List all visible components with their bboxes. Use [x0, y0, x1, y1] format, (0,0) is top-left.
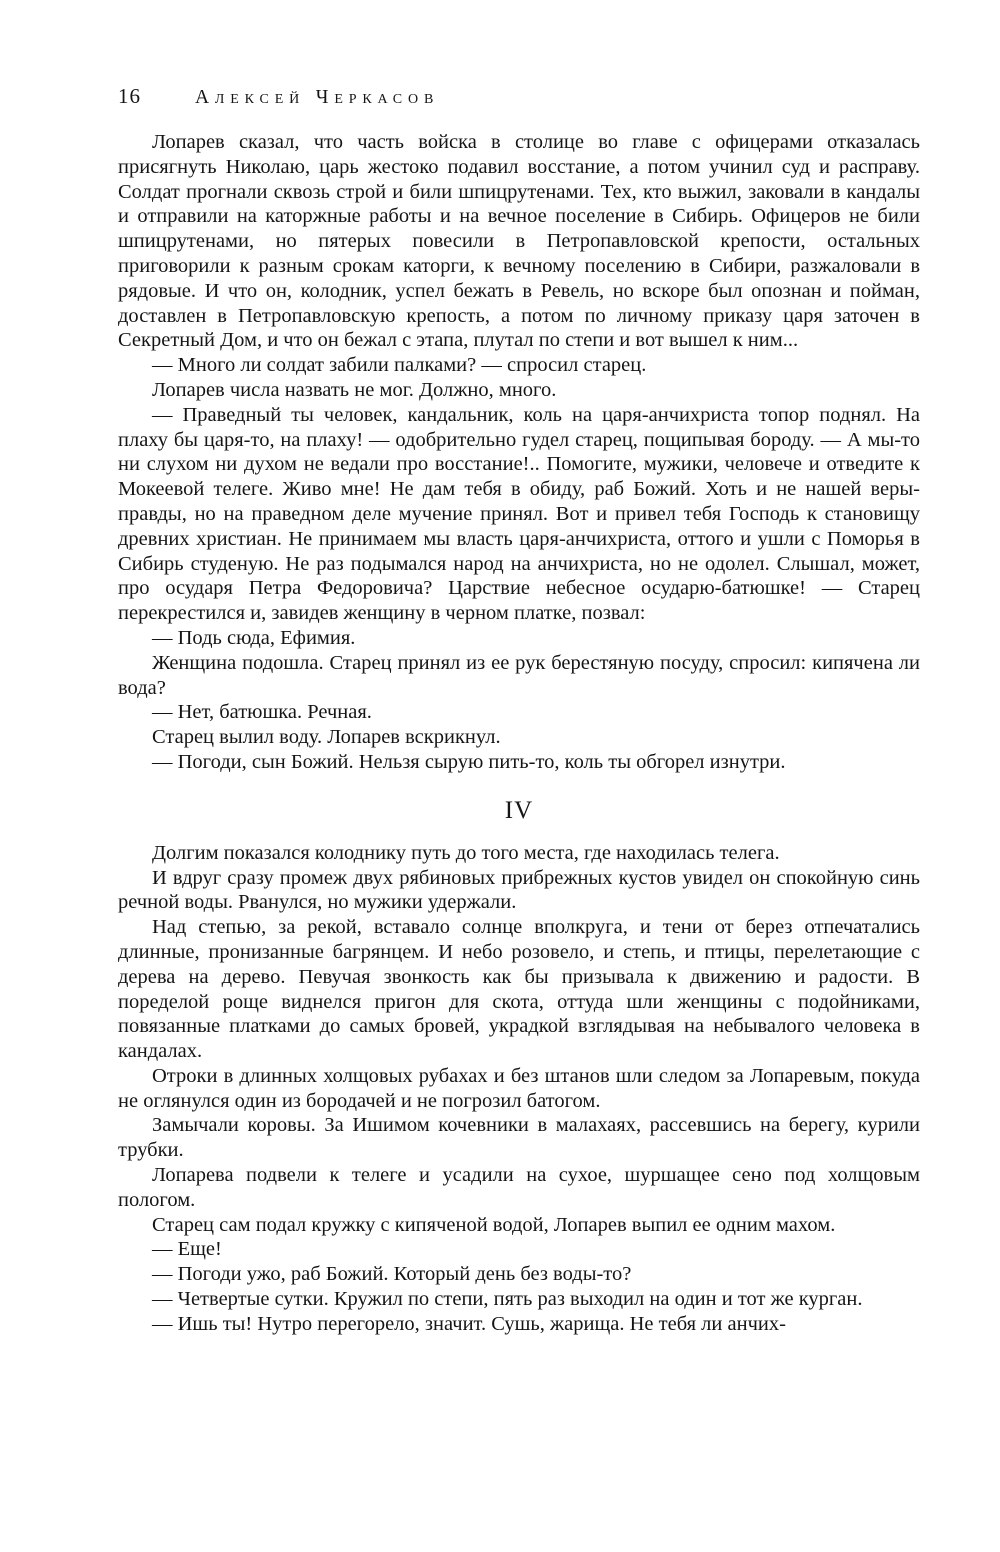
- paragraph: Женщина подошла. Старец принял из ее рук берестяную посуду, спросил: кипячена ли вода?: [118, 651, 920, 699]
- paragraph: — Много ли солдат забили палками? — спросил старец.: [152, 354, 647, 377]
- paragraph: Замычали коровы. За Ишимом кочевники в малахаях, рассевшись на берегу, курили трубки.: [118, 1114, 920, 1162]
- paragraph: — Ишь ты! Нутро перегорело, значит. Сушь, жарища. Не тебя ли анчих-: [152, 1312, 786, 1335]
- paragraph: — Погоди ужо, раб Божий. Который день без воды-то?: [152, 1263, 632, 1286]
- paragraph: Отроки в длинных холщовых рубахах и без штанов шли следом за Лопаревым, покуда не оглянулся один из бородачей и не погрозил батогом.: [118, 1064, 920, 1112]
- paragraph: Лопарев сказал, что часть войска в столице во главе с офицерами отказалась присягнуть Николаю, царь жестоко подавил восстание, а потом учинил суд и расправу. Солдат прогнали сквозь строй и били шпицрутенами. Тех, кто выжил, заковали в кандалы и отправили на каторжные работы и на вечное поселение в Сибирь. Офицеров не били шпицрутенами, но пятерых повесили в Петропавловской крепости, остальных приговорили к разным срокам каторги, к вечному поселению в Сибири, разжаловали в рядовые. И что он, колодник, успел бежать в Ревель, но вскоре был опознан и пойман, доставлен в Петропавловскую крепость, а потом по личному приказу царя заточен в Секретный Дом, и что он бежал с этапа, плутал по степи и вот вышел к ним...: [118, 131, 920, 352]
- section-heading: IV: [504, 796, 534, 824]
- paragraph: Лопарева подвели к телеге и усадили на сухое, шуршащее сено под холщовым пологом.: [118, 1164, 920, 1211]
- paragraph: — Четвертые сутки. Кружил по степи, пять раз выходил на один и тот же курган.: [152, 1288, 863, 1311]
- paragraph: Старец вылил воду. Лопарев вскрикнул.: [152, 726, 501, 749]
- page-number: 16: [118, 84, 141, 108]
- paragraph: — Нет, батюшка. Речная.: [152, 701, 372, 724]
- paragraph: Старец сам подал кружку с кипяченой водой, Лопарев выпил ее одним махом.: [152, 1213, 836, 1236]
- text-body: [118, 130, 920, 1337]
- paragraph: Долгим показался колоднику путь до того места, где находилась телега.: [152, 841, 780, 864]
- running-author: Алексей Черкасов: [195, 87, 440, 108]
- paragraph: — Праведный ты человек, кандальник, коль на царя-анчихриста топор поднял. На плаху бы царя-то, на плаху! — одобрительно гудел старец, пощипывая бороду. — А мы-то ни слухом ни духом не ведали про восстание!.. Помогите, мужики, человече и отведите к Мокеевой телеге. Живо мне! Не дам тебя в обиду, раб Божий. Хоть и не нашей веры-правды, но на праведном деле мучение принял. Вот и привел тебя Господь к становищу древних христиан. Не принимаем мы власть царя-анчихриста, оттого и ушли с Поморья в Сибирь студеную. Не раз подымался народ на анчихриста, но не одолел. Слышал, может, про осударя Петра Федоровича? Царствие небесное осударю-батюшке! — Старец перекрестился и, завидев женщину в черном платке, позвал:: [118, 403, 920, 625]
- paragraph: Лопарев числа назвать не мог. Должно, много.: [152, 378, 557, 401]
- paragraph: И вдруг сразу промеж двух рябиновых прибрежных кустов увидел он спокойную синь речной воды. Рванулся, но мужики удержали.: [118, 866, 920, 914]
- page-header: [118, 84, 920, 109]
- paragraph: — Погоди, сын Божий. Нельзя сырую пить-то, коль ты обгорел изнутри.: [152, 750, 786, 773]
- paragraph: — Еще!: [152, 1238, 222, 1261]
- paragraph: — Подь сюда, Ефимия.: [152, 626, 356, 649]
- paragraph: Над степью, за рекой, вставало солнце вполкруга, и тени от берез отпечатались длинные, пронизанные багрянцем. И небо розовело, и степь, и птицы, перелетающие с дерева на дерево. Певучая звонкость как бы призывала к движению и радости. В поределой роще виднелся пригон для скота, оттуда шли женщины с подойниками, повязанные платками до самых бровей, украдкой взглядывая на небывалого человека в кандалах.: [118, 916, 920, 1063]
